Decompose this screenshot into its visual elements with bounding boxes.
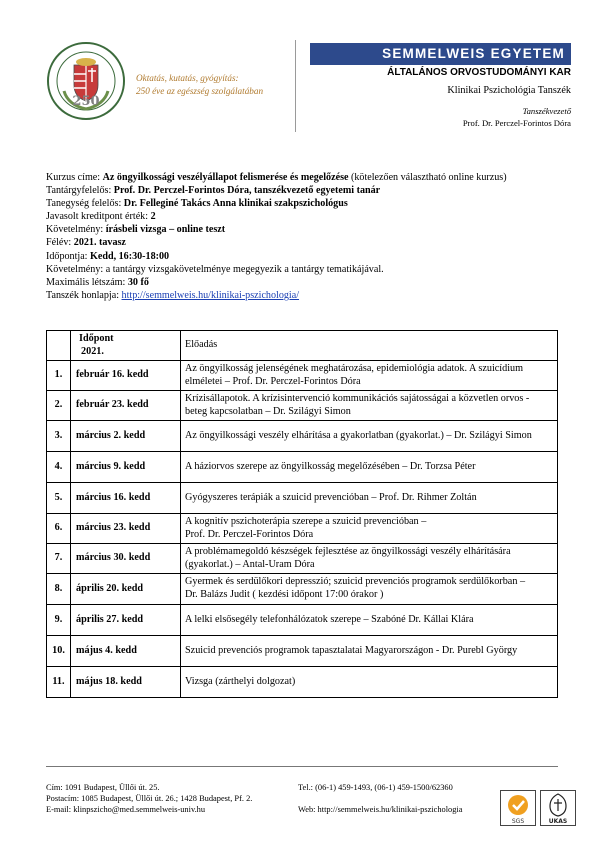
sgs-text: SGS [511, 818, 525, 825]
sgs-certification-logo [500, 790, 536, 826]
row-topic [181, 421, 558, 452]
university-seal-logo [46, 41, 126, 121]
ukas-text: UKAS [548, 818, 568, 825]
max-label: Maximális létszám: [46, 276, 126, 288]
course-info [46, 171, 507, 302]
address-line-1: Cím: 1091 Budapest, Üllői út. 25. [46, 783, 160, 792]
responsible-label: Tantárgyfelelős: [46, 185, 112, 197]
requirement2-label: Követelmény: [46, 263, 104, 275]
semester-line [46, 236, 507, 249]
table-row [47, 636, 558, 667]
row-topic [181, 361, 558, 391]
row-topic [181, 605, 558, 636]
email-line[interactable]: E-mail: klinpszicho@med.semmelweis-univ.hu [46, 805, 206, 814]
table-row [47, 452, 558, 483]
motto-line-1: Oktatás, kutatás, gyógyítás: [136, 73, 239, 83]
row-number: 2. [47, 391, 71, 421]
faculty-name: ÁLTALÁNOS ORVOSTUDOMÁNYI KAR [387, 67, 571, 78]
course-title-line [46, 171, 507, 184]
department-name: Klinikai Pszichológia Tanszék [447, 85, 571, 96]
university-name: SEMMELWEIS EGYETEM [310, 43, 571, 65]
row-number: 8. [47, 574, 71, 605]
footer-web-line[interactable]: Web: http://semmelweis.hu/klinikai-pszichologia [298, 805, 463, 814]
header-date-line-2: 2021. [81, 345, 104, 357]
table-row [47, 514, 558, 544]
row-topic-line: Szuicid prevenciós programok tapasztalatai Magyarországon - Dr. Purebl György [185, 644, 518, 656]
row-date: március 23. kedd [71, 514, 181, 544]
row-date: február 23. kedd [71, 391, 181, 421]
website-link[interactable]: http://semmelweis.hu/klinikai-pszichologia/ [121, 289, 300, 301]
row-topic-line: Az öngyilkosság jelenségének meghatározása, epidemiológia adatok. A szuicídium [185, 362, 524, 374]
lecturer-label: Tanegység felelős: [46, 198, 122, 210]
row-number: 6. [47, 514, 71, 544]
time-value: Kedd, 16:30-18:00 [90, 250, 170, 262]
address-line-2: Postacím: 1085 Budapest, Üllői út. 26.; 1428 Budapest, Pf. 2. [46, 794, 253, 803]
credit-line [46, 210, 507, 223]
row-topic-line: Vizsga (zárthelyi dolgozat) [185, 675, 296, 687]
credit-label: Javasolt kreditpont érték: [46, 211, 149, 223]
row-number: 11. [47, 667, 71, 698]
requirement-value: írásbeli vizsga – online teszt [105, 224, 226, 236]
lecturer-line [46, 197, 507, 210]
semester-value: 2021. tavasz [73, 237, 126, 249]
semester-label: Félév: [46, 237, 72, 249]
row-topic-line: Gyermek és serdülőkori depresszió; szuicid prevenciós programok serdülőkorban – [185, 576, 526, 588]
ukas-certification-logo [540, 790, 576, 826]
row-topic [181, 636, 558, 667]
table-row [47, 605, 558, 636]
row-topic-line: A kognitív pszichoterápia szerepe a szuicid prevencióban – [185, 515, 427, 527]
title-value: Az öngyilkossági veszélyállapot felismerése és megelőzése [102, 172, 349, 183]
row-date: március 9. kedd [71, 452, 181, 483]
row-date: március 2. kedd [71, 421, 181, 452]
row-number: 1. [47, 361, 71, 391]
max-value: 30 fő [127, 276, 149, 288]
row-topic-line: A háziorvos szerepe az öngyilkosság megelőzésében – Dr. Torzsa Péter [185, 460, 476, 472]
footer-divider [46, 766, 558, 767]
responsible-value: Prof. Dr. Perczel-Forintos Dóra, tanszékvezető egyetemi tanár [113, 185, 381, 197]
row-topic-line: A lelki elsősegély telefonhálózatok szerepe – Szabóné Dr. Kállai Klára [185, 613, 474, 625]
row-topic-line: Krízisállapotok. A krízisintervenció kommunikációs sajátosságai a közvetlen orvos - [185, 392, 530, 404]
max-line [46, 276, 507, 289]
lecturer-value: Dr. Felleginé Takács Anna klinikai szakpszichológus [123, 198, 348, 210]
head-role: Tanszékvezető [522, 106, 571, 116]
row-topic-line: Dr. Balázs Judit ( kezdési időpont 17:00 órakor ) [185, 589, 384, 600]
row-topic [181, 544, 558, 574]
row-date: március 30. kedd [71, 544, 181, 574]
header-topic-cell [181, 331, 558, 361]
row-date: május 18. kedd [71, 667, 181, 698]
table-row [47, 544, 558, 574]
header-topic-label: Előadás [185, 339, 218, 351]
row-date: május 4. kedd [71, 636, 181, 667]
row-topic [181, 483, 558, 514]
header-num-cell [47, 331, 71, 361]
title-label: Kurzus címe: [46, 172, 101, 183]
requirement2-value: a tantárgy vizsgakövetelménye megegyezik a tantárgy tematikájával. [105, 263, 384, 275]
website-label: Tanszék honlapja: [46, 289, 120, 301]
header-divider [295, 40, 296, 132]
title-note: (kötelezően választható online kurzus) [351, 172, 507, 183]
seal-number: 250 [72, 94, 100, 109]
footer-contact [298, 782, 462, 815]
footer-address [46, 782, 252, 815]
row-date: április 27. kedd [71, 605, 181, 636]
table-row [47, 421, 558, 452]
header-date-cell [71, 331, 181, 361]
credit-value: 2 [150, 211, 156, 223]
header-date-line-1: Időpont [79, 333, 114, 344]
row-topic-line: Az öngyilkossági veszély elhárítása a gyakorlatban (gyakorlat.) – Dr. Szilágyi Simon [185, 429, 532, 441]
time-label: Időpontja: [46, 250, 88, 262]
row-number: 7. [47, 544, 71, 574]
motto-line-2: 250 éve az egészség szolgálatában [136, 86, 264, 96]
phone-line: Tel.: (06-1) 459-1493, (06-1) 459-1500/62360 [298, 783, 453, 792]
requirement-label: Követelmény: [46, 224, 104, 236]
table-row [47, 391, 558, 421]
row-topic-line: beteg kapcsolatban – Dr. Szilágyi Simon [185, 405, 351, 417]
row-topic-line: elméletei – Prof. Dr. Perczel-Forintos Dóra [185, 375, 361, 387]
table-row [47, 574, 558, 605]
requirement2-line [46, 263, 507, 276]
row-topic [181, 391, 558, 421]
row-topic [181, 452, 558, 483]
row-date: február 16. kedd [71, 361, 181, 391]
motto [136, 72, 263, 98]
table-row [47, 667, 558, 698]
schedule-table [46, 330, 558, 698]
row-number: 3. [47, 421, 71, 452]
head-name: Prof. Dr. Perczel-Forintos Dóra [462, 118, 571, 128]
row-topic-line: (gyakorlat.) – Antal-Uram Dóra [185, 558, 315, 570]
table-row [47, 483, 558, 514]
requirement-line [46, 223, 507, 236]
row-date: április 20. kedd [71, 574, 181, 605]
row-topic-line: A problémamegoldó készségek fejlesztése az öngyilkossági veszély elhárítására [185, 545, 511, 557]
row-number: 9. [47, 605, 71, 636]
row-number: 5. [47, 483, 71, 514]
responsible-line [46, 184, 507, 197]
row-number: 4. [47, 452, 71, 483]
table-row [47, 361, 558, 391]
row-topic [181, 574, 558, 605]
table-header-row [47, 331, 558, 361]
website-line [46, 289, 507, 302]
row-topic [181, 667, 558, 698]
row-topic-line: Gyógyszeres terápiák a szuicid prevencióban – Prof. Dr. Rihmer Zoltán [185, 491, 477, 503]
row-date: március 16. kedd [71, 483, 181, 514]
row-number: 10. [47, 636, 71, 667]
time-line [46, 250, 507, 263]
row-topic [181, 514, 558, 544]
row-topic-line: Prof. Dr. Perczel-Forintos Dóra [185, 528, 314, 540]
